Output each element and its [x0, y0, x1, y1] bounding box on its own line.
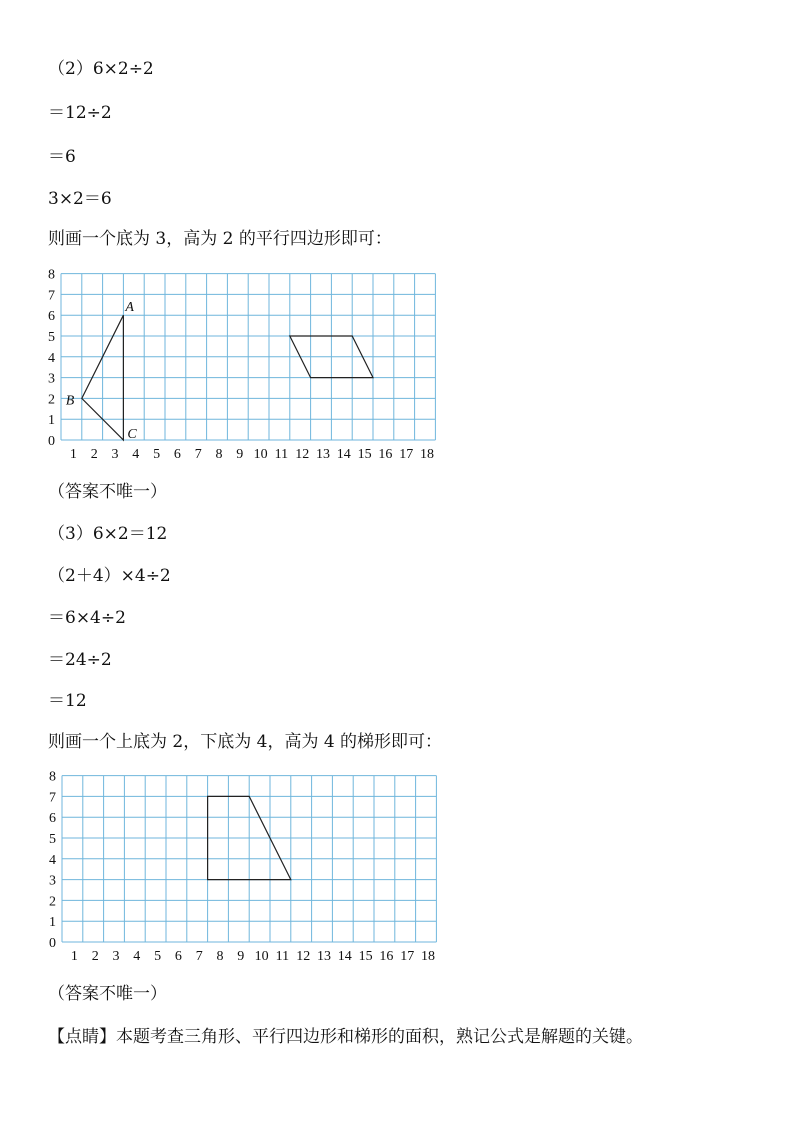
part2-line1: （2）6×2÷2: [48, 59, 154, 79]
grid-trapezoid: [0, 770, 460, 970]
x-tick-label: 6: [173, 447, 181, 462]
y-tick-label: 7: [48, 288, 55, 304]
part2-instruction: 则画一个底为 3，高为 2 的平行四边形即可：: [48, 229, 392, 249]
y-tick-label: 6: [48, 309, 55, 325]
x-tick-label: 11: [275, 949, 290, 964]
x-tick-label: 18: [421, 949, 435, 964]
x-tick-label: 4: [133, 949, 141, 964]
x-tick-label: 1: [69, 447, 77, 462]
x-tick-label: 5: [154, 949, 162, 964]
x-tick-label: 16: [378, 447, 393, 462]
x-tick-label: 4: [132, 447, 140, 462]
x-tick-label: 8: [216, 949, 224, 964]
x-tick-label: 14: [337, 949, 352, 964]
part2-line2: ＝12÷2: [48, 103, 112, 123]
part2-line4: 3×2＝6: [48, 189, 112, 209]
part3-line4: ＝24÷2: [48, 650, 112, 670]
x-tick-label: 6: [174, 949, 182, 964]
tip-paragraph: 【点睛】本题考查三角形、平行四边形和梯形的面积，熟记公式是解题的关键。: [48, 1027, 643, 1047]
x-tick-label: 15: [358, 949, 373, 964]
y-tick-label: 3: [49, 873, 56, 889]
y-tick-label: 3: [48, 371, 55, 387]
x-tick-label: 12: [295, 447, 310, 462]
y-tick-label: 6: [49, 811, 56, 827]
y-tick-label: 0: [49, 936, 56, 951]
x-tick-label: 15: [357, 447, 372, 462]
part3-note: （答案不唯一）: [48, 984, 167, 1004]
y-tick-label: 5: [49, 832, 56, 847]
x-tick-label: 7: [194, 447, 202, 462]
x-tick-label: 3: [111, 447, 119, 462]
y-tick-label: 4: [48, 350, 55, 366]
y-tick-label: 2: [49, 894, 56, 910]
x-tick-label: 2: [91, 949, 99, 964]
x-tick-label: 9: [237, 949, 245, 964]
x-tick-label: 10: [254, 949, 269, 964]
y-tick-label: 8: [48, 268, 55, 283]
vertex-label-b: B: [65, 393, 75, 409]
part3-line5: ＝12: [48, 691, 87, 711]
x-tick-label: 14: [336, 447, 351, 462]
x-tick-label: 17: [400, 949, 415, 964]
part3-line1: （3）6×2＝12: [48, 524, 168, 544]
y-tick-label: 5: [48, 330, 55, 345]
x-tick-label: 3: [112, 949, 120, 964]
x-tick-label: 5: [153, 447, 161, 462]
vertex-label-c: C: [127, 427, 137, 442]
x-tick-label: 12: [296, 949, 311, 964]
vertex-label-a: A: [125, 300, 134, 316]
y-tick-label: 8: [49, 770, 56, 785]
y-tick-label: 2: [48, 392, 55, 408]
x-tick-label: 13: [316, 447, 330, 462]
y-tick-label: 4: [49, 852, 56, 868]
x-tick-label: 16: [379, 949, 394, 964]
y-tick-label: 0: [48, 434, 55, 449]
part2-line3: ＝6: [48, 147, 76, 167]
x-tick-label: 10: [253, 447, 268, 462]
x-tick-label: 9: [236, 447, 244, 462]
part3-line2: （2＋4）×4÷2: [48, 566, 171, 586]
x-tick-label: 13: [317, 949, 331, 964]
grid-parallelogram: [0, 268, 460, 468]
x-tick-label: 17: [399, 447, 414, 462]
x-tick-label: 11: [274, 447, 289, 462]
part2-note: （答案不唯一）: [48, 482, 167, 502]
y-tick-label: 1: [48, 413, 55, 429]
x-tick-label: 7: [195, 949, 203, 964]
x-tick-label: 1: [70, 949, 78, 964]
x-tick-label: 18: [420, 447, 434, 462]
x-tick-label: 8: [215, 447, 223, 462]
part3-line3: ＝6×4÷2: [48, 608, 126, 628]
x-tick-label: 2: [90, 447, 98, 462]
part3-instruction: 则画一个上底为 2，下底为 4，高为 4 的梯形即可：: [48, 732, 443, 752]
y-tick-label: 7: [49, 790, 56, 806]
y-tick-label: 1: [49, 915, 56, 931]
